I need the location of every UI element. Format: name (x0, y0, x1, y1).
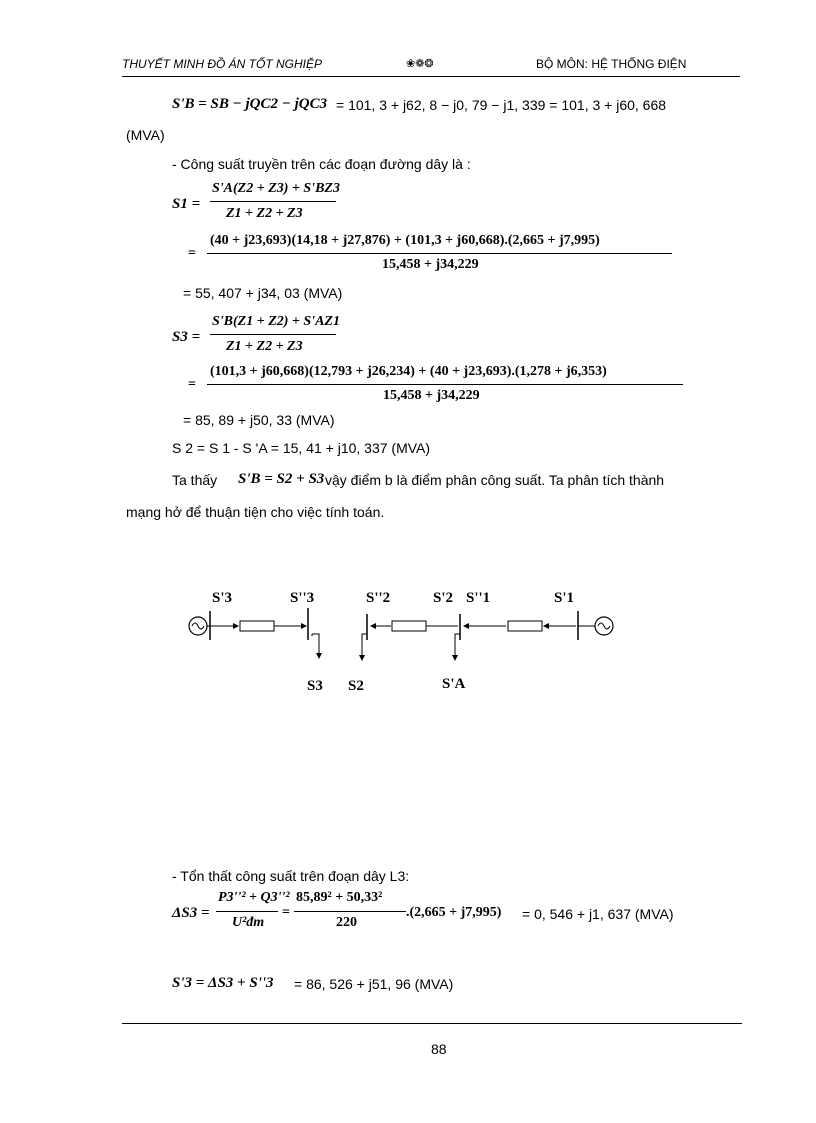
s3-eq-sign: = (188, 377, 196, 392)
s3-frac-line2 (207, 384, 683, 385)
label-s2-doubleprime: S''2 (366, 590, 391, 606)
s1-frac-line (210, 201, 336, 202)
label-s1-doubleprime: S''1 (466, 590, 491, 606)
s3-lhs: S3 = (172, 329, 201, 345)
label-s3-prime: S'3 (212, 590, 233, 606)
s3-den2: 15,458 + j34,229 (383, 388, 480, 403)
loss-tail: = 0, 546 + j1, 637 (MVA) (522, 906, 674, 922)
label-s1-prime: S'1 (554, 590, 575, 606)
final-lhs: S'3 = ΔS3 + S''3 (172, 975, 274, 991)
s3-num2: (101,3 + j60,668)(12,793 + j26,234) + (40 + j23,693).(1,278 + j6,353) (210, 364, 607, 379)
final-rhs: = 86, 526 + j51, 96 (MVA) (294, 976, 454, 992)
loss-den2: 220 (336, 915, 357, 930)
eq1-rhs: = 101, 3 + j62, 8 − j0, 79 − j1, 339 = 101, 3 + j60, 668 (336, 97, 667, 113)
s1-den: Z1 + Z2 + Z3 (226, 206, 303, 221)
s3-num: S'B(Z1 + Z2) + S'AZ1 (212, 314, 340, 329)
s3-frac-line (210, 334, 336, 335)
loss-lhs: ΔS3 = (172, 905, 210, 921)
load-arrow-s3 (312, 634, 319, 658)
para-line1-b: vậy điểm b là điểm phân công suất. Ta phân tích thành (325, 472, 665, 488)
label-s2-prime: S'2 (433, 590, 454, 606)
loss-frac-line1 (216, 911, 278, 912)
label-s2: S2 (348, 678, 364, 694)
left-source-wave (192, 623, 204, 629)
header-left: THUYẾT MINH ĐỒ ÁN TỐT NGHIỆP (122, 57, 323, 71)
loss-frac-line2 (294, 911, 406, 912)
s1-frac-line2 (207, 253, 672, 254)
label-sa-prime: S'A (442, 676, 466, 692)
s3-den: Z1 + Z2 + Z3 (226, 339, 303, 354)
right-source-wave (598, 623, 610, 629)
header-right: BỘ MÔN: HỆ THỐNG ĐIỆN (536, 57, 687, 71)
s1-den2: 15,458 + j34,229 (382, 257, 479, 272)
s1-num: S'A(Z2 + Z3) + S'BZ3 (212, 181, 340, 196)
footer-rule (122, 1023, 742, 1024)
eq1-unit: (MVA) (126, 127, 165, 143)
loss-den1: U²đm (232, 915, 265, 930)
loss-num1: P3''² + Q3''² (218, 890, 290, 905)
label-s3-doubleprime: S''3 (290, 590, 315, 606)
intro-line: - Công suất truyền trên các đoạn đường dây là : (172, 156, 471, 172)
para-line1-a: Ta thấy (172, 472, 218, 488)
header-ornament: ❀❁❂ (406, 58, 434, 70)
s1-result: = 55, 407 + j34, 03 (MVA) (183, 285, 343, 301)
loss-eq-sign: = (282, 905, 290, 920)
s1-lhs: S1 = (172, 196, 201, 212)
s1-num2: (40 + j23,693)(14,18 + j27,876) + (101,3 + j60,668).(2,665 + j7,995) (210, 233, 600, 248)
s3-result: = 85, 89 + j50, 33 (MVA) (183, 412, 335, 428)
loss-tail-bold: .(2,665 + j7,995) (406, 905, 502, 920)
header-rule (122, 76, 740, 77)
page-number: 88 (431, 1041, 447, 1057)
para-line2: mạng hở để thuận tiện cho việc tính toán. (126, 504, 385, 520)
para-line1-eq: S'B = S2 + S3 (238, 471, 325, 487)
label-s3: S3 (307, 678, 323, 694)
s2-line: S 2 = S 1 - S 'A = 15, 41 + j10, 337 (MVA) (172, 440, 431, 456)
line-impedance-2 (392, 621, 426, 631)
line-impedance-1 (508, 621, 542, 631)
loss-line: - Tổn thất công suất trên đoạn dây L3: (172, 868, 410, 884)
loss-num2: 85,89² + 50,33² (296, 890, 383, 905)
s1-eq-sign: = (188, 246, 196, 261)
eq1-lhs: S'B = SB − jQC2 − jQC3 (172, 96, 328, 112)
line-impedance-3 (240, 621, 274, 631)
